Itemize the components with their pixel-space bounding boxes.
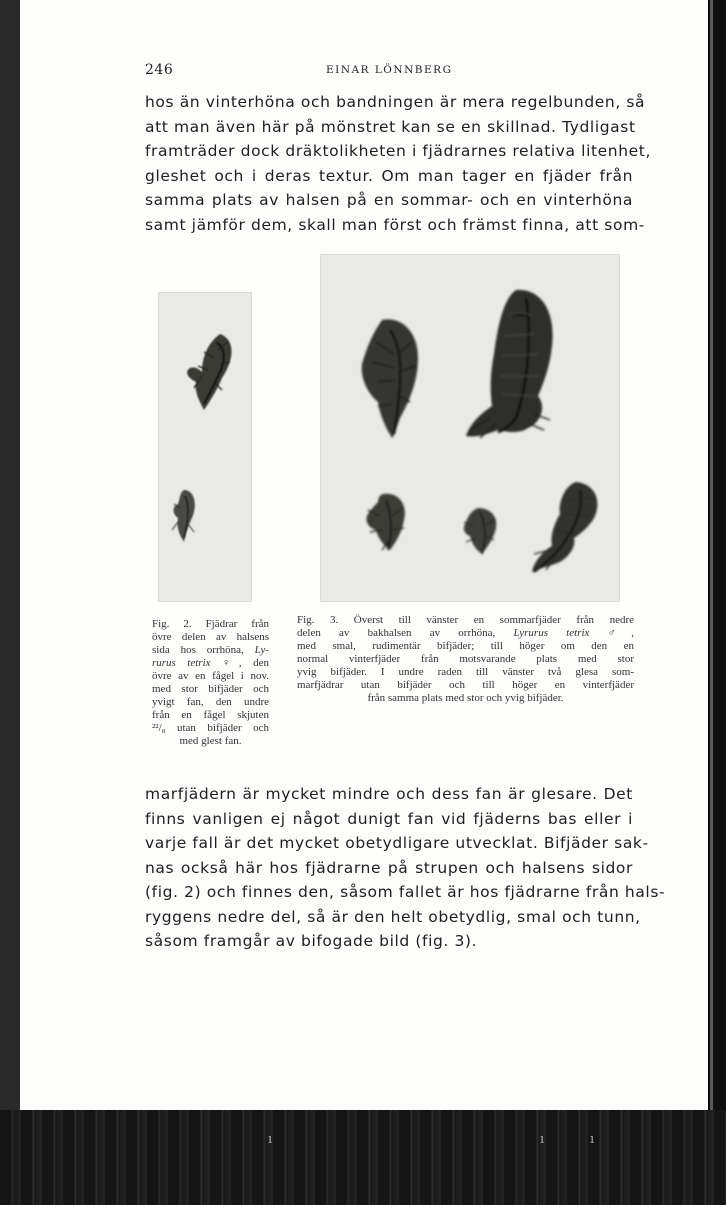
figure-3-plate [320, 254, 620, 602]
text-line: marfjädern är mycket mindre och dess fan är glesare. Det [145, 785, 633, 803]
caption-line: från en fågel skjuten [152, 709, 269, 721]
caption-line: med smal, rudimentär bifjäder; till höger om den en [297, 640, 634, 652]
text-line: gleshet och i deras textur. Om man tager en fjäder från [145, 166, 633, 185]
caption-line: Fig. 3. Överst till vänster en sommarfjäder från nedre [297, 614, 634, 626]
text-line: samt jämför dem, skall man först och främst finna, att som- [145, 215, 645, 234]
figure-3-photo [320, 254, 620, 602]
scan-right-edge [706, 0, 726, 1110]
caption-line: från samma plats med stor och yvig bifjäder. [367, 692, 564, 704]
book-page [20, 0, 708, 1110]
caption-line: delen av bakhalsen av orrhöna, Lyrurus tetrix ♂, [297, 627, 635, 639]
caption-line: sida hos orrhöna, Ly- [152, 644, 269, 656]
caption-line: rurus tetrix ♀, den [152, 657, 269, 669]
text-line: samma plats av halsen på en sommar- och en vinterhöna [145, 191, 633, 209]
dust-mark: ı [540, 1132, 545, 1147]
feather-upper [187, 334, 231, 410]
summer-feather-top-left [362, 319, 418, 438]
figure-2-photo [158, 292, 252, 602]
text-line: ryggens nedre del, så är den helt obetydlig, smal och tunn, [145, 907, 641, 926]
paragraph-bottom [145, 782, 666, 954]
caption-line: övre av en fågel i nov. [152, 670, 269, 682]
text-line: (fig. 2) och finnes den, såsom fallet är hos fjädrarne från hals- [145, 883, 666, 901]
text-line: att man även här på mönstret kan se en skillnad. Tydligast [145, 117, 636, 136]
summer-feather-bottom-left [366, 494, 404, 550]
caption-line: normal vinterfjäder från motsvarande plats med stor [297, 653, 634, 665]
figure-3-caption [297, 614, 634, 705]
text-line: framträder dock dräktolikheten i fjädrarnes relativa litenhet, [145, 142, 651, 160]
text-line: nas också här hos fjädrarne på strupen och halsens sidor [145, 858, 633, 877]
text-line: finns vanligen ej något dunigt fan vid fjäderns bas eller i [145, 809, 633, 828]
page-number: 246 [145, 62, 174, 78]
winter-feather-top-right [466, 290, 553, 438]
winter-feather-bottom-right [532, 482, 597, 572]
caption-line: med glest fan. [179, 735, 242, 747]
paragraph-top [145, 90, 651, 237]
caption-line: yvigt fan, den undre [152, 696, 269, 708]
text-line: såsom framgår av bifogade bild (fig. 3). [145, 932, 478, 950]
caption-line: Fig. 2. Fjädrar från [152, 618, 269, 630]
caption-line: övre delen av halsens [152, 631, 269, 643]
figure-2-plate [158, 292, 252, 602]
caption-line: med stor bifjäder och [152, 683, 269, 695]
scan-bottom-strip [0, 1110, 726, 1205]
text-line: varje fall är det mycket obetydligare utvecklat. Bifjäder sak- [145, 834, 649, 852]
summer-feather-bottom-middle [464, 508, 496, 554]
text-line: hos än vinterhöna och bandningen är mera regelbunden, så [145, 93, 646, 111]
figure-2-caption [152, 618, 269, 748]
caption-line: marfjädrar utan bifjäder och till höger en vinterfjäder [297, 679, 634, 691]
dust-mark: ı [590, 1132, 595, 1147]
caption-line: yvig bifjäder. I undre raden till vänster två glesa som- [297, 666, 634, 678]
scan-left-edge [0, 0, 22, 1110]
running-head: EINAR LÖNNBERG [326, 64, 453, 76]
dust-mark: ı [268, 1132, 273, 1147]
caption-line: ²²/₈ utan bifjäder och [152, 722, 269, 734]
feather-lower [172, 490, 195, 542]
